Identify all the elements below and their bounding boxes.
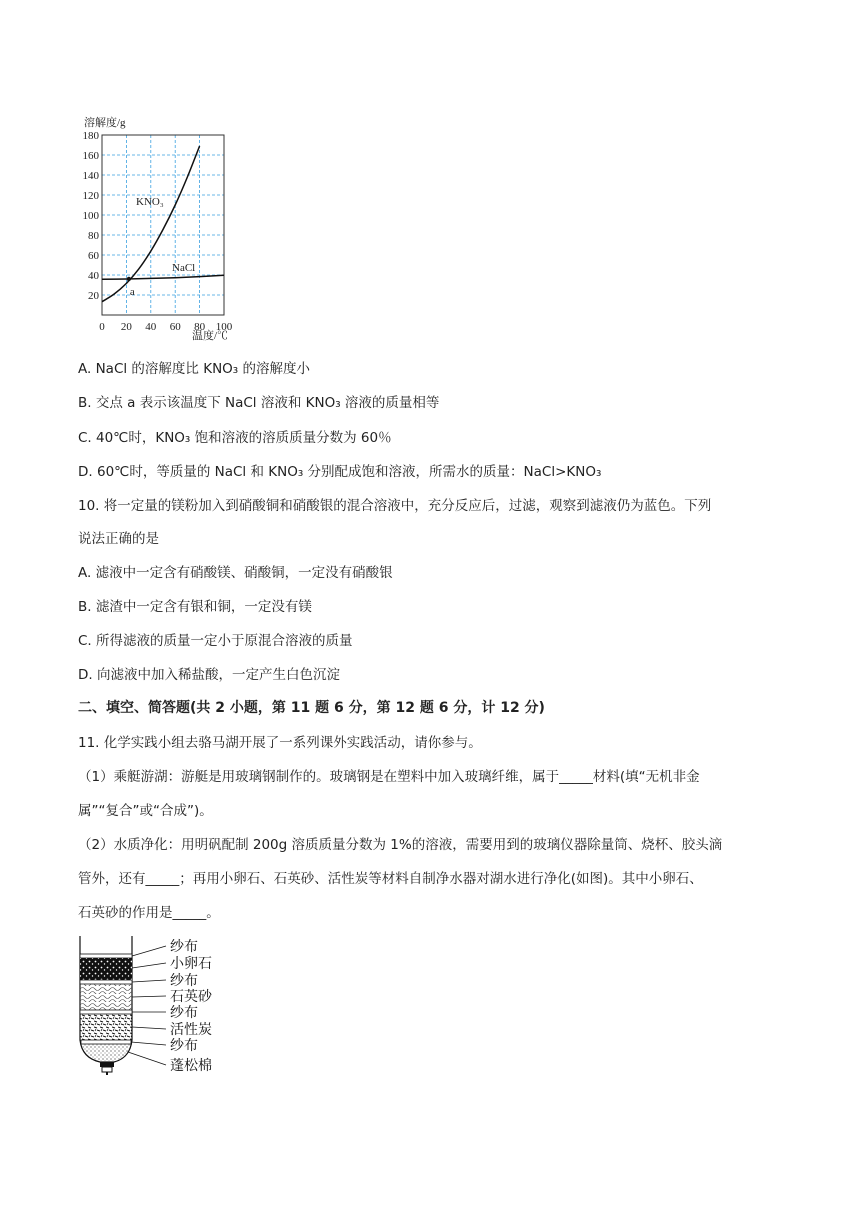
- gauze-layer: [80, 980, 132, 984]
- x-tick-label: 60: [169, 321, 181, 333]
- activated-carbon-layer: [80, 1014, 132, 1040]
- y-tick-label: 80: [88, 230, 99, 242]
- solubility-chart: [74, 108, 254, 348]
- q9-option-a: A. NaCl 的溶解度比 KNO₃ 的溶解度小: [78, 361, 310, 377]
- q9-option-d: D. 60℃时，等质量的 NaCl 和 KNO₃ 分别配成饱和溶液，所需水的质量：NaCl>KNO₃: [78, 464, 602, 480]
- y-tick-label: 120: [82, 190, 99, 202]
- y-tick-label: 60: [88, 250, 99, 262]
- q11-part2-line2: 管外，还有_____；再用小卵石、石英砂、活性炭等材料自制净水器对湖水进行净化(如图)。其中小卵石、: [78, 871, 703, 887]
- intersection-label: a: [129, 286, 135, 298]
- q10-option-a: A. 滤液中一定含有硝酸镁、硝酸铜，一定没有硝酸银: [78, 565, 393, 581]
- q9-option-c: C. 40℃时，KNO₃ 饱和溶液的溶质质量分数为 60％: [78, 430, 392, 446]
- y-tick-label: 40: [88, 270, 99, 282]
- x-tick-label: 80: [194, 321, 206, 333]
- q10-stem-line2: 说法正确的是: [78, 531, 159, 547]
- label-quartz-sand: 石英砂: [170, 990, 212, 1005]
- label-activated-carbon: 活性炭: [170, 1023, 212, 1038]
- q11-part2-line1: （2）水质净化：用明矾配制 200g 溶质质量分数为 1%的溶液，需要用到的玻璃仪器除量筒、烧杯、胶头滴: [78, 837, 723, 853]
- label-gauze-2: 纱布: [170, 974, 198, 989]
- section-2-title: 二、填空、简答题(共 2 小题，第 11 题 6 分，第 12 题 6 分，计 12 分): [78, 700, 545, 716]
- label-cotton: 蓬松棉: [170, 1059, 212, 1074]
- chart-curves: [102, 146, 224, 302]
- intersection-point: [127, 277, 131, 281]
- y-tick-label: 100: [82, 210, 99, 222]
- leader-line: [131, 1042, 166, 1045]
- leader-line: [132, 1027, 166, 1029]
- q10-option-b: B. 滤渣中一定含有银和铜，一定没有镁: [78, 599, 312, 615]
- pebble-layer: [80, 958, 132, 980]
- x-axis-label: 温度/℃: [192, 330, 229, 342]
- series-label-nacl: NaCl: [172, 262, 196, 274]
- x-tick-label: 100: [215, 321, 233, 333]
- leader-line: [132, 980, 166, 982]
- q9-option-b: B. 交点 a 表示该温度下 NaCl 溶液和 KNO₃ 溶液的质量相等: [78, 395, 440, 411]
- q10-option-d: D. 向滤液中加入稀盐酸，一定产生白色沉淀: [78, 667, 340, 683]
- y-tick-label: 20: [88, 290, 99, 302]
- bottle-neck: [100, 1062, 114, 1067]
- water-filter-figure: [70, 930, 240, 1075]
- q10-stem-line1: 10. 将一定量的镁粉加入到硝酸铜和硝酸银的混合溶液中，充分反应后，过滤，观察到滤液仍为蓝色。下列: [78, 498, 712, 514]
- leader-line: [128, 1052, 166, 1065]
- label-gauze-4: 纱布: [170, 1039, 198, 1054]
- quartz-sand-layer: [80, 984, 132, 1010]
- q11-part1-line2: 属”“复合”或“合成”)。: [78, 803, 213, 819]
- label-gauze-1: 纱布: [170, 940, 198, 955]
- chart-grid: [102, 135, 224, 315]
- q11-stem: 11. 化学实践小组去骆马湖开展了一系列课外实践活动，请你参与。: [78, 735, 482, 751]
- bottle-cap: [102, 1067, 112, 1072]
- gauze-layer: [80, 954, 132, 958]
- leader-line: [132, 946, 166, 956]
- gauze-layer: [81, 1040, 131, 1044]
- q11-part2-line3: 石英砂的作用是_____。: [78, 905, 220, 921]
- plot-frame: [102, 135, 224, 315]
- y-tick-label: 180: [82, 130, 99, 142]
- q10-option-c: C. 所得滤液的质量一定小于原混合溶液的质量: [78, 633, 353, 649]
- y-tick-label: 140: [82, 170, 99, 182]
- leader-line: [132, 996, 166, 997]
- label-pebbles: 小卵石: [170, 957, 212, 972]
- series-label-kno3: KNO₃: [136, 196, 164, 208]
- y-tick-label: 160: [82, 150, 99, 162]
- leader-line: [132, 963, 166, 968]
- x-tick-label: 40: [145, 321, 157, 333]
- series-line-nacl: [102, 275, 224, 279]
- label-gauze-3: 纱布: [170, 1006, 198, 1021]
- gauze-layer: [80, 1010, 132, 1014]
- x-tick-label: 20: [120, 321, 132, 333]
- q11-part1-line1: （1）乘艇游湖：游艇是用玻璃钢制作的。玻璃钢是在塑料中加入玻璃纤维，属于_____材料(填“无机非金: [78, 769, 700, 785]
- chart-ticks: [83, 130, 233, 333]
- x-tick-label: 0: [99, 321, 105, 333]
- y-axis-label: 溶解度/g: [84, 117, 126, 129]
